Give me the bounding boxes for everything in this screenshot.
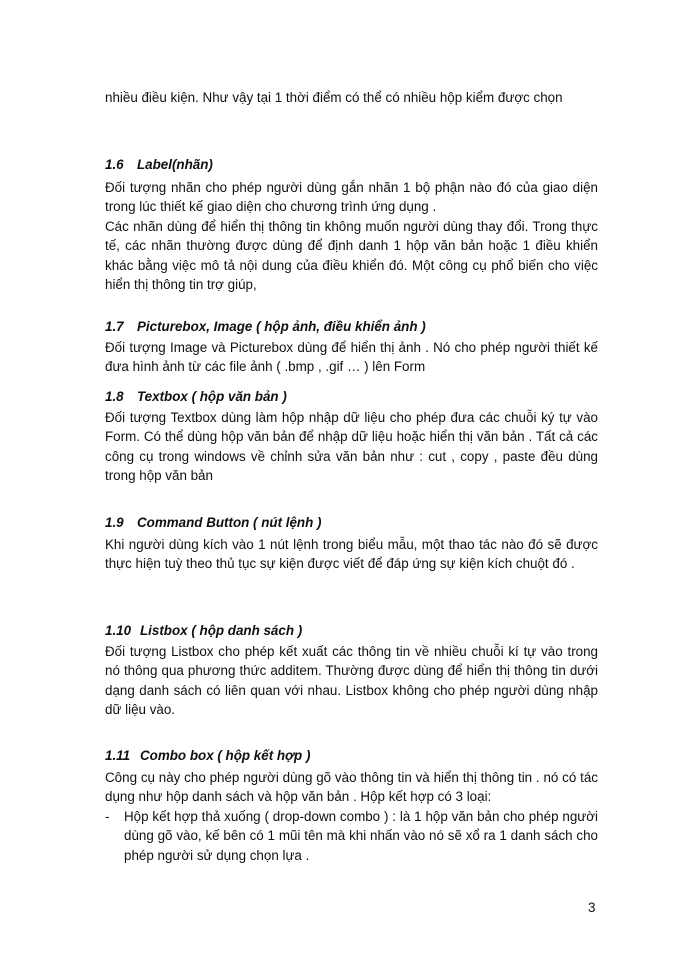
section-body-1-11 bbox=[105, 768, 598, 865]
section-body-1-7 bbox=[105, 338, 598, 377]
paragraph: Đối tượng Listbox cho phép kết xuất các thông tin về nhiều chuỗi kí tự vào trong nó thông qua phương thức additem. Thường được dùng để hiển thị thông tin dưới dạng danh sách có liên quan với nhau. Listbox không cho phép người dùng nhập dữ liệu vào. bbox=[105, 644, 598, 718]
paragraph: Đối tượng Image và Picturebox dùng để hiển thị ảnh . Nó cho phép người thiết kế đưa hình ảnh từ các file ảnh ( .bmp , .gif … ) lên Form bbox=[105, 340, 598, 375]
page-number: 3 bbox=[588, 900, 596, 915]
section-heading-1-11 bbox=[105, 746, 598, 765]
paragraph: Đối tượng Textbox dùng làm hộp nhập dữ liệu cho phép đưa các chuỗi ký tự vào Form. Có thể dùng hộp văn bản để nhập dữ liệu hoặc hiển thị văn bản . Tất cả các công cụ trong windows về chỉnh sửa văn bản như : cut , copy , paste đều dùng trong hộp văn bản bbox=[105, 410, 598, 484]
section-number: 1.9 bbox=[105, 515, 124, 530]
intro-text: nhiều điều kiện. Như vậy tại 1 thời điểm có thể có nhiều hộp kiểm được chọn bbox=[105, 90, 563, 105]
section-number: 1.11 bbox=[105, 748, 131, 763]
paragraph: Đối tượng nhãn cho phép người dùng gắn nhãn 1 bộ phận nào đó của giao diện trong lúc thiết kế giao diện cho chương trình ứng dụng . bbox=[105, 180, 598, 215]
paragraph: Các nhãn dùng để hiển thị thông tin không muốn người dùng thay đổi. Trong thực tế, các nhãn thường được dùng để định danh 1 hộp văn bản hoặc 1 điều khiển khác bằng việc mô tả nội dung của điều khiển đó. Một công cụ phổ biến cho việc hiển thị thông tin trợ giúp, bbox=[105, 218, 598, 293]
section-heading-1-10 bbox=[105, 621, 598, 640]
section-number: 1.10 bbox=[105, 623, 132, 638]
section-title: Picturebox, Image ( hộp ảnh, điều khiển ảnh ) bbox=[137, 319, 426, 334]
list-item bbox=[105, 807, 598, 865]
paragraph: Khi người dùng kích vào 1 nút lệnh trong biểu mẫu, một thao tác nào đó sẽ được thực hiện tuỳ theo thủ tục sự kiện được viết để đáp ứng sự kiện kích chuột đó . bbox=[105, 537, 598, 572]
section-body-1-8 bbox=[105, 408, 598, 486]
section-body-1-9 bbox=[105, 535, 598, 574]
paragraph: Công cụ này cho phép người dùng gõ vào thông tin và hiển thị thông tin . nó có tác dụng như hộp danh sách và hộp văn bản . Hộp kết hợp có 3 loại: bbox=[105, 770, 598, 805]
section-heading-1-9 bbox=[105, 513, 598, 532]
dash-bullet-icon: - bbox=[105, 808, 110, 824]
bullet-list bbox=[105, 807, 598, 865]
intro-paragraph bbox=[105, 88, 598, 107]
list-item-text: Hộp kết hợp thả xuống ( drop-down combo ) : là 1 hộp văn bản cho phép người dùng gõ vào, kế bên có 1 mũi tên mà khi nhấn vào nó sẽ xổ ra 1 danh sách cho phép người sử dụng chọn lựa . bbox=[124, 808, 598, 863]
section-heading-1-7 bbox=[105, 317, 598, 336]
section-number: 1.6 bbox=[105, 157, 124, 172]
section-title: Label(nhãn) bbox=[137, 157, 213, 172]
section-title: Command Button ( nút lệnh ) bbox=[137, 515, 322, 530]
section-heading-1-8 bbox=[105, 387, 598, 406]
section-title: Combo box ( hộp kết hợp ) bbox=[140, 748, 311, 763]
section-body-1-10 bbox=[105, 642, 598, 720]
section-heading-1-6 bbox=[105, 155, 598, 174]
section-title: Textbox ( hộp văn bản ) bbox=[137, 389, 287, 404]
section-number: 1.7 bbox=[105, 319, 124, 334]
section-title: Listbox ( hộp danh sách ) bbox=[140, 623, 303, 638]
section-number: 1.8 bbox=[105, 389, 124, 404]
section-body-1-6 bbox=[105, 178, 598, 294]
